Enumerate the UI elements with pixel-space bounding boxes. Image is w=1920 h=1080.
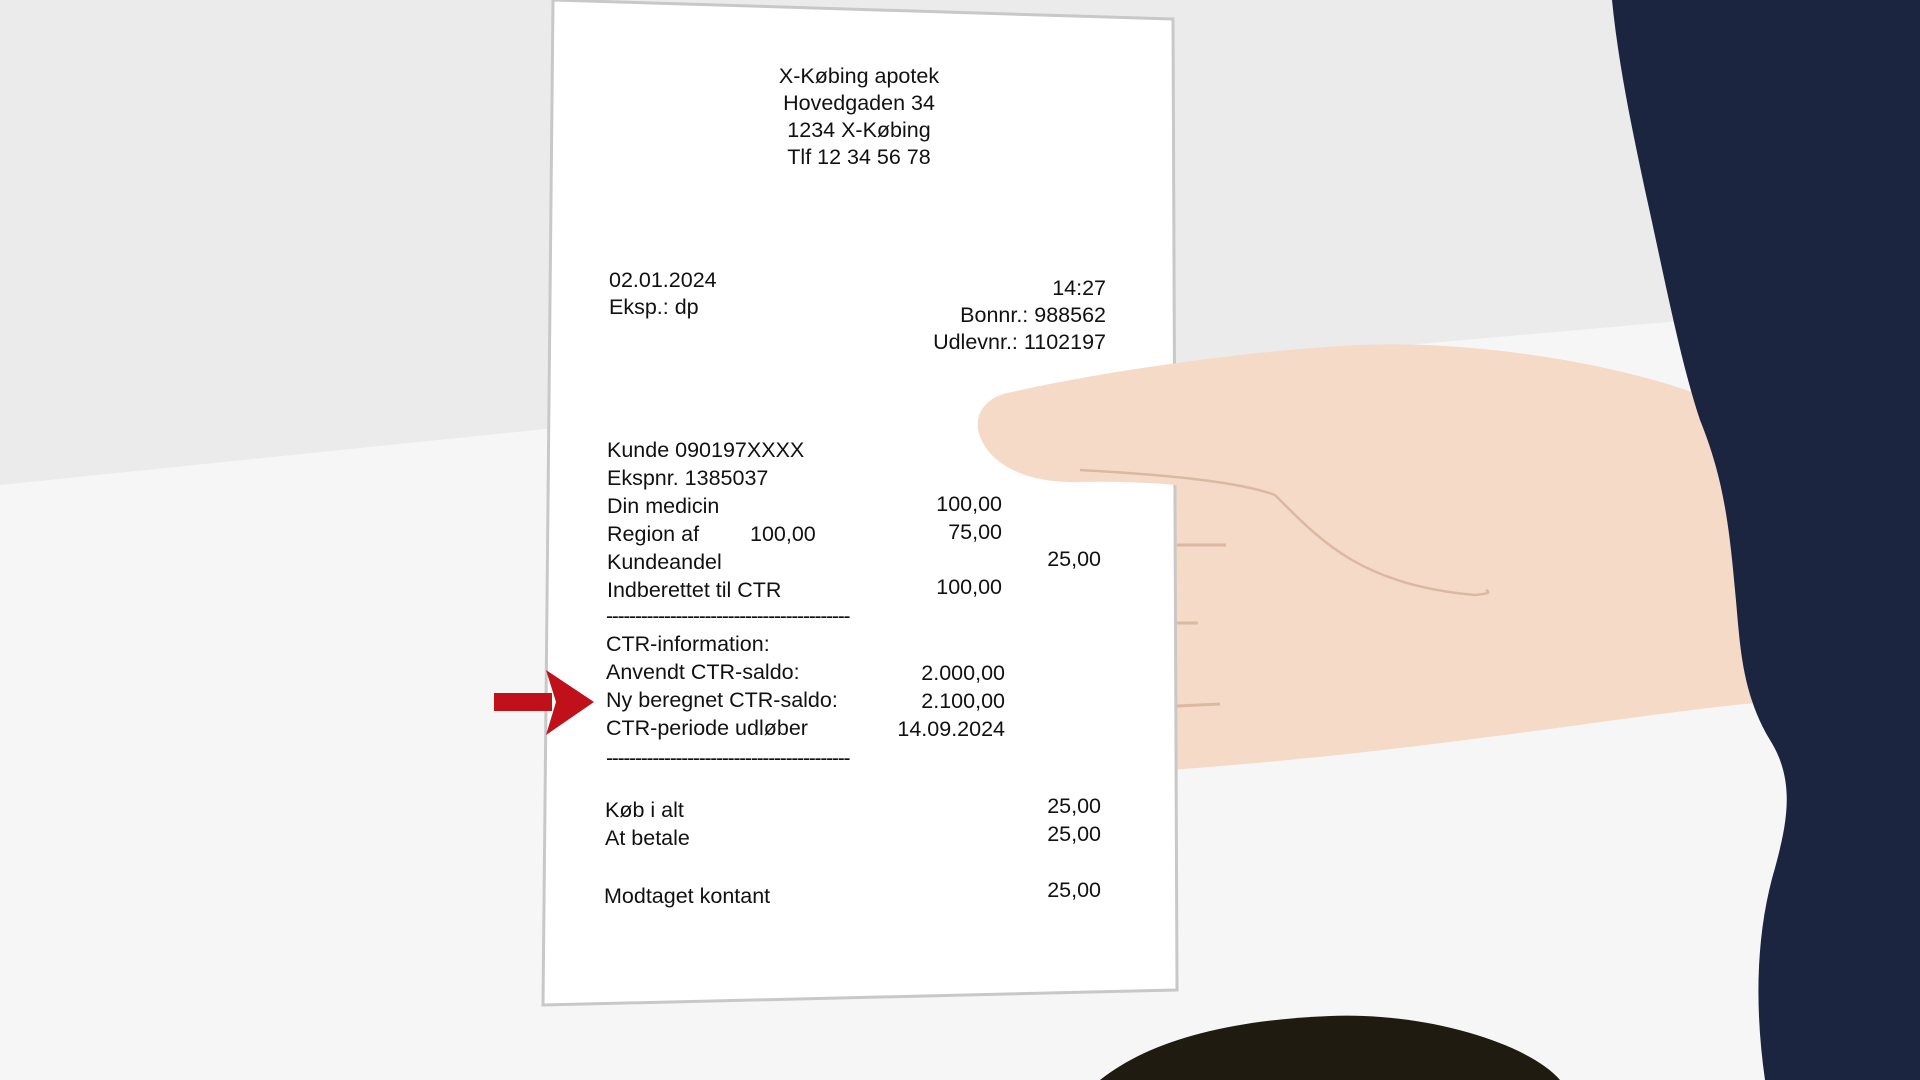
ny-ctr-label: Ny beregnet CTR-saldo: <box>606 688 838 712</box>
ny-ctr-value: 2.100,00 <box>921 689 1005 713</box>
region-base: 100,00 <box>750 522 816 546</box>
indberettet-label: Indberettet til CTR <box>607 578 782 602</box>
store-street: Hovedgaden 34 <box>783 91 935 115</box>
din-medicin-value: 100,00 <box>936 492 1002 516</box>
dispense-number: Udlevnr.: 1102197 <box>933 330 1106 354</box>
finger-line-3 <box>1177 704 1220 706</box>
ctr-periode-value: 14.09.2024 <box>897 717 1005 741</box>
anvendt-ctr-value: 2.000,00 <box>921 661 1005 685</box>
separator-line-2: ------------------------------------------ <box>606 747 850 770</box>
customer-id: Kunde 090197XXXX <box>607 438 805 462</box>
ctr-periode-label: CTR-periode udløber <box>606 716 808 740</box>
ctr-heading: CTR-information: <box>606 632 770 656</box>
modtaget-kontant-value: 25,00 <box>1047 878 1101 902</box>
region-value: 75,00 <box>948 520 1002 544</box>
din-medicin-label: Din medicin <box>607 494 720 518</box>
receipt-number: Bonnr.: 988562 <box>960 303 1106 327</box>
separator-line-1: ------------------------------------------ <box>606 605 850 628</box>
at-betale-label: At betale <box>605 826 690 850</box>
store-city: 1234 X-Købing <box>787 118 931 142</box>
receipt-time: 14:27 <box>1052 276 1106 300</box>
kob-i-alt-label: Køb i alt <box>605 798 684 822</box>
store-name: X-Købing apotek <box>778 64 940 88</box>
receipt-paper <box>543 0 1177 1005</box>
receipt-date: 02.01.2024 <box>609 268 717 292</box>
modtaget-kontant-label: Modtaget kontant <box>604 884 771 908</box>
dispatch-number: Ekspnr. 1385037 <box>607 466 769 490</box>
at-betale-value: 25,00 <box>1047 822 1101 846</box>
anvendt-ctr-label: Anvendt CTR-saldo: <box>606 660 800 684</box>
store-phone: Tlf 12 34 56 78 <box>787 145 931 169</box>
kundeandel-value: 25,00 <box>1047 547 1101 571</box>
receipt-clerk: Eksp.: dp <box>609 295 699 319</box>
region-label: Region af <box>607 522 700 546</box>
kob-i-alt-value: 25,00 <box>1047 794 1101 818</box>
kundeandel-label: Kundeandel <box>607 550 722 574</box>
indberettet-value: 100,00 <box>936 575 1002 599</box>
